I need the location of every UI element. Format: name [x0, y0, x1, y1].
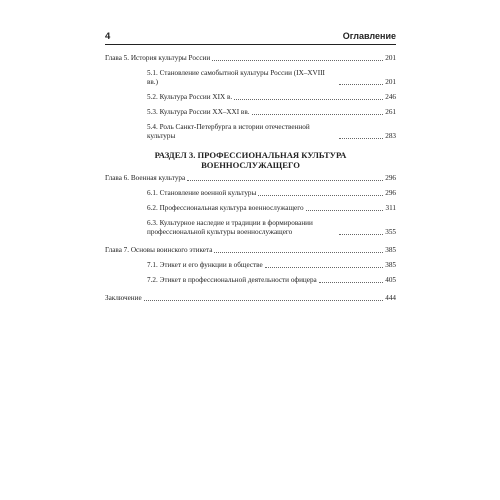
toc-entry-page: 311	[385, 204, 396, 212]
toc-entry-chapter-5[interactable]	[105, 54, 396, 63]
toc-entry-page: 385	[385, 261, 396, 269]
leader-dots	[258, 195, 383, 196]
toc-entry-label: 7.1. Этикет и его функции в обществе	[147, 261, 263, 269]
toc-entry-page: 355	[385, 228, 396, 236]
toc-entry-label: Глава 5. История культуры России	[105, 54, 211, 62]
leader-dots	[265, 267, 384, 268]
leader-dots	[319, 282, 383, 283]
page-number: 4	[105, 31, 111, 42]
toc-entry-label: 6.1. Становление военной культуры	[147, 189, 257, 197]
leader-dots	[214, 252, 383, 253]
table-of-contents	[105, 50, 396, 303]
toc-entry-chapter-6[interactable]	[105, 174, 396, 183]
toc-entry-label: 6.3. Культурное наследие и традиции в формировании профессиональной культуры военнослужащего	[147, 219, 313, 236]
toc-entry-page: 405	[385, 276, 396, 284]
leader-dots	[339, 138, 383, 139]
toc-entry-page: 296	[385, 174, 396, 182]
toc-entry-page: 296	[385, 189, 396, 197]
toc-entry-page: 246	[385, 93, 396, 101]
toc-entry-section-7-1[interactable]	[105, 261, 396, 270]
running-head	[105, 30, 396, 45]
leader-dots	[306, 210, 384, 211]
toc-entry-label: Глава 7. Основы воинского этикета	[105, 246, 213, 254]
toc-entry-label: Заключение	[105, 294, 142, 302]
toc-entry-label: Глава 6. Военная культура	[105, 174, 186, 182]
toc-entry-page: 201	[385, 54, 396, 62]
toc-entry-page: 444	[385, 294, 396, 302]
leader-dots	[212, 60, 383, 61]
toc-entry-page: 283	[385, 132, 396, 140]
leader-dots	[339, 234, 383, 235]
toc-entry-section-5-4[interactable]	[105, 123, 396, 141]
toc-entry-section-6-1[interactable]	[105, 189, 396, 198]
leader-dots	[252, 114, 384, 115]
leader-dots	[187, 180, 383, 181]
toc-entry-page: 385	[385, 246, 396, 254]
toc-entry-label: 5.2. Культура России XIX в.	[147, 93, 233, 101]
toc-entry-label: 6.2. Профессиональная культура военнослужащего	[147, 204, 304, 212]
toc-entry-section-5-1[interactable]	[105, 69, 396, 87]
toc-entry-section-6-3[interactable]	[105, 219, 396, 237]
leader-dots	[144, 300, 384, 301]
toc-entry-section-5-3[interactable]	[105, 108, 396, 117]
toc-entry-chapter-7[interactable]	[105, 246, 396, 255]
toc-entry-section-5-2[interactable]	[105, 93, 396, 102]
leader-dots	[339, 84, 383, 85]
leader-dots	[234, 99, 383, 100]
section-heading: РАЗДЕЛ 3. ПРОФЕССИОНАЛЬНАЯ КУЛЬТУРА ВОЕННОСЛУЖАЩЕГО	[154, 150, 347, 170]
toc-entry-section-7-2[interactable]	[105, 276, 396, 285]
toc-entry-section-6-2[interactable]	[105, 204, 396, 213]
toc-entry-label: 5.4. Роль Санкт-Петербурга в истории отечественной культуры	[147, 123, 310, 140]
toc-entry-label: 5.3. Культура России XX–XXI вв.	[147, 108, 250, 116]
toc-entry-page: 261	[385, 108, 396, 116]
toc-entry-conclusion[interactable]	[105, 294, 396, 303]
toc-entry-page: 201	[385, 78, 396, 86]
toc-entry-label: 5.1. Становление самобытной культуры России (IX–XVIII вв.)	[147, 69, 325, 86]
toc-entry-label: 7.2. Этикет в профессиональной деятельности офицера	[147, 276, 317, 284]
running-title: Оглавление	[342, 31, 396, 41]
